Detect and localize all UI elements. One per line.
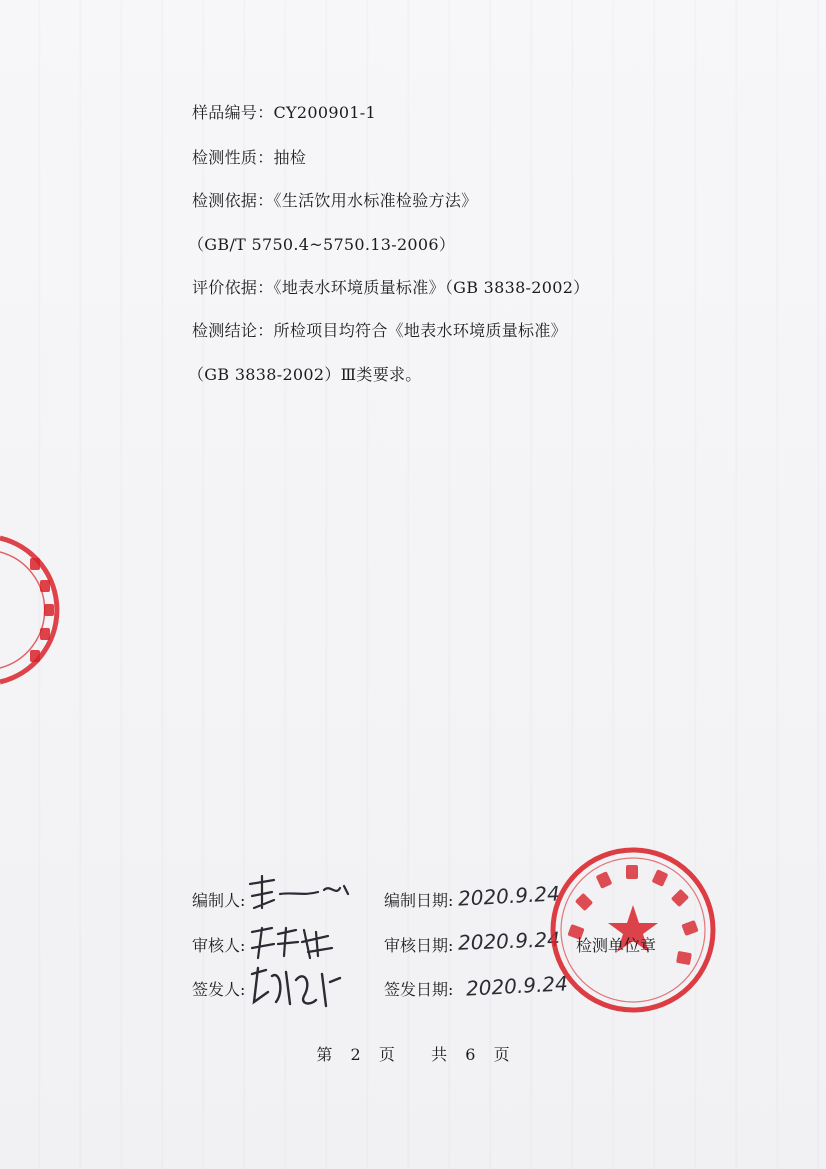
page-number: 2 [350, 1045, 361, 1064]
sample-number-label: 样品编号： [192, 103, 274, 122]
page-prefix: 第 [316, 1045, 333, 1064]
compile-date-label: 编制日期: [384, 891, 454, 910]
test-basis-value: 《生活饮用水标准检验方法》 [273, 191, 478, 210]
conclusion-line [192, 318, 567, 341]
page-footer [0, 1042, 826, 1065]
evaluation-basis-line [192, 275, 590, 298]
inspection-type-line [192, 145, 306, 168]
test-basis-standard-line [188, 232, 455, 255]
conclusion-cont-value: （GB 3838-2002）Ⅲ类要求。 [188, 365, 422, 384]
total-pages: 6 [465, 1045, 476, 1064]
total-prefix: 共 [431, 1045, 448, 1064]
evaluation-basis-label: 评价依据： [192, 278, 274, 297]
conclusion-label: 检测结论： [192, 321, 274, 340]
issue-date-value: 2020.9.24 [465, 971, 569, 1001]
test-basis-label: 检测依据： [192, 191, 274, 210]
test-basis-standard-value: （GB/T 5750.4~5750.13-2006） [188, 235, 456, 254]
compile-date-value: 2020.9.24 [457, 881, 561, 911]
sample-number-line [192, 100, 376, 123]
compiler-signature [244, 870, 354, 914]
conclusion-value: 所检项目均符合《地表水环境质量标准》 [273, 321, 567, 340]
inspection-type-label: 检测性质： [192, 148, 274, 167]
page-unit: 页 [378, 1045, 395, 1064]
issuer-signature [246, 962, 346, 1012]
reviewer-signature [248, 920, 338, 964]
issuer-label: 签发人: [192, 980, 246, 999]
conclusion-cont-line [188, 362, 422, 385]
issue-date-label: 签发日期: [384, 980, 454, 999]
evaluation-basis-value: 《地表水环境质量标准》（GB 3838-2002） [273, 278, 590, 297]
sample-number-value: CY200901-1 [273, 103, 376, 122]
review-date-value: 2020.9.24 [457, 927, 561, 955]
inspection-type-value: 抽检 [273, 148, 307, 167]
left-edge-seal [0, 530, 60, 690]
test-basis-line [192, 188, 477, 211]
compiler-label: 编制人: [192, 891, 246, 910]
reviewer-label: 审核人: [192, 936, 246, 955]
stamp-label: 检测单位章 [576, 936, 657, 955]
review-date-label: 审核日期: [384, 936, 454, 955]
organization-seal [548, 845, 718, 1015]
total-unit: 页 [493, 1045, 510, 1064]
